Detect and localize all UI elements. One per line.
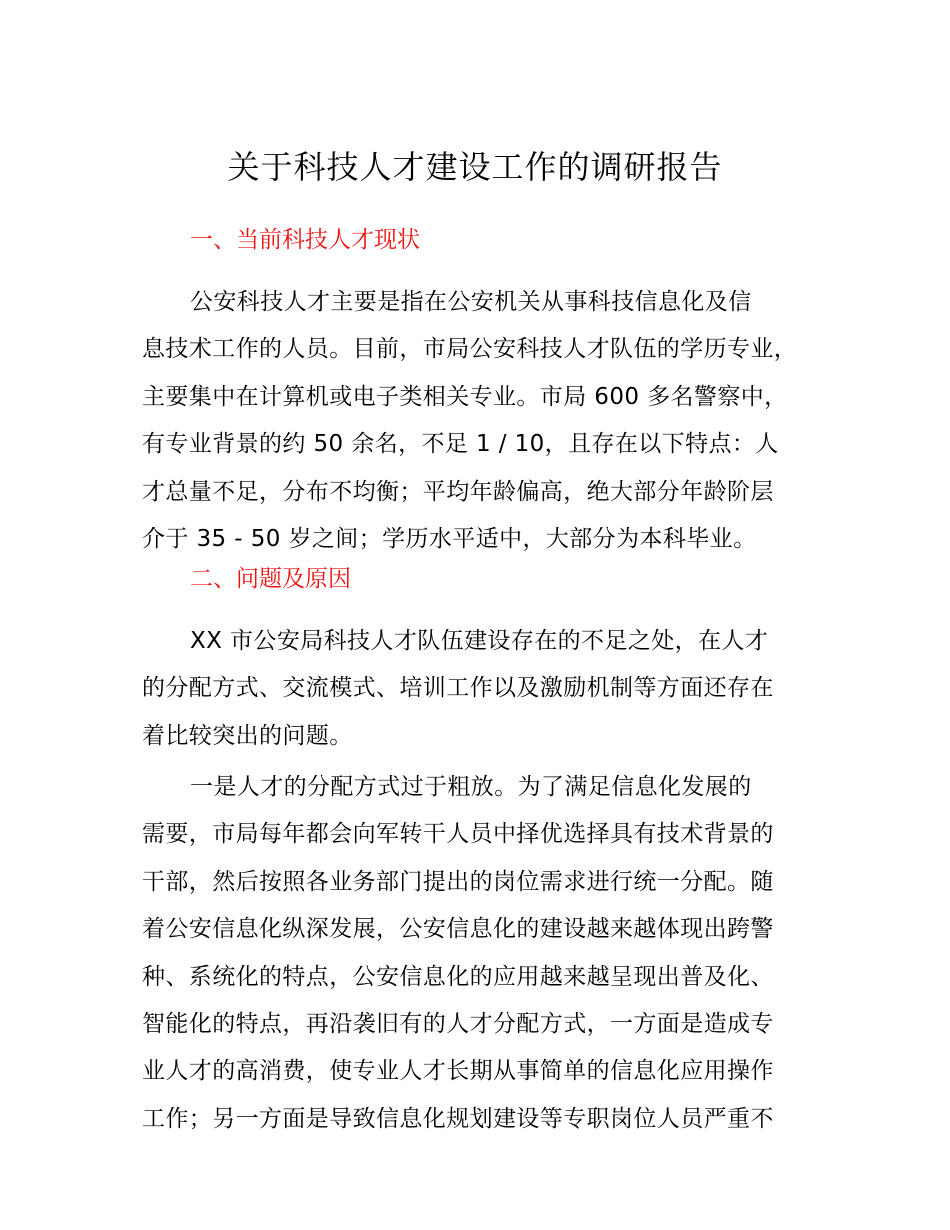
paragraph-line: 业人才的高消费，使专业人才长期从事简单的信息化应用操作 — [142, 1058, 774, 1085]
paragraph-line: 公安科技人才主要是指在公安机关从事科技信息化及信 — [190, 289, 752, 315]
paragraph-current-status — [142, 279, 842, 563]
section-heading-problems: 二、问题及原因 — [190, 566, 351, 592]
document-title: 关于科技人才建设工作的调研报告 — [227, 148, 723, 186]
paragraph-line: 介于 35 - 50 岁之间；学历水平适中，大部分为本科毕业。 — [142, 526, 757, 553]
paragraph-line: 息技术工作的人员。目前，市局公安科技人才队伍的学历专业， — [142, 336, 798, 363]
paragraph-line: 的分配方式、交流模式、培训工作以及激励机制等方面还存在 — [142, 675, 774, 702]
section-heading-current-status: 一、当前科技人才现状 — [190, 227, 420, 253]
paragraph-allocation-issue — [142, 764, 842, 1143]
paragraph-line: 智能化的特点，再沿袭旧有的人才分配方式，一方面是造成专 — [142, 1011, 774, 1038]
paragraph-line: 干部，然后按照各业务部门提出的岗位需求进行统一分配。随 — [142, 868, 774, 895]
paragraph-line: 工作；另一方面是导致信息化规划建设等专职岗位人员严重不 — [142, 1105, 774, 1132]
paragraph-line: 种、系统化的特点，公安信息化的应用越来越呈现出普及化、 — [142, 963, 774, 990]
paragraph-line: 一是人才的分配方式过于粗放。为了满足信息化发展的 — [190, 774, 752, 800]
paragraph-line: 着公安信息化纵深发展，公安信息化的建设越来越体现出跨警 — [142, 916, 774, 943]
paragraph-problems-intro — [142, 618, 842, 760]
paragraph-line: 有专业背景的约 50 余名，不足 1 / 10，且存在以下特点：人 — [142, 431, 779, 458]
paragraph-line: XX 市公安局科技人才队伍建设存在的不足之处，在人才 — [190, 628, 769, 654]
paragraph-line: 着比较突出的问题。 — [142, 722, 353, 749]
paragraph-line: 才总量不足，分布不均衡；平均年龄偏高，绝大部分年龄阶层 — [142, 478, 774, 505]
paragraph-line: 需要，市局每年都会向军转干人员中择优选择具有技术背景的 — [142, 821, 774, 848]
paragraph-line: 主要集中在计算机或电子类相关专业。市局 600 多名警察中， — [142, 383, 788, 410]
